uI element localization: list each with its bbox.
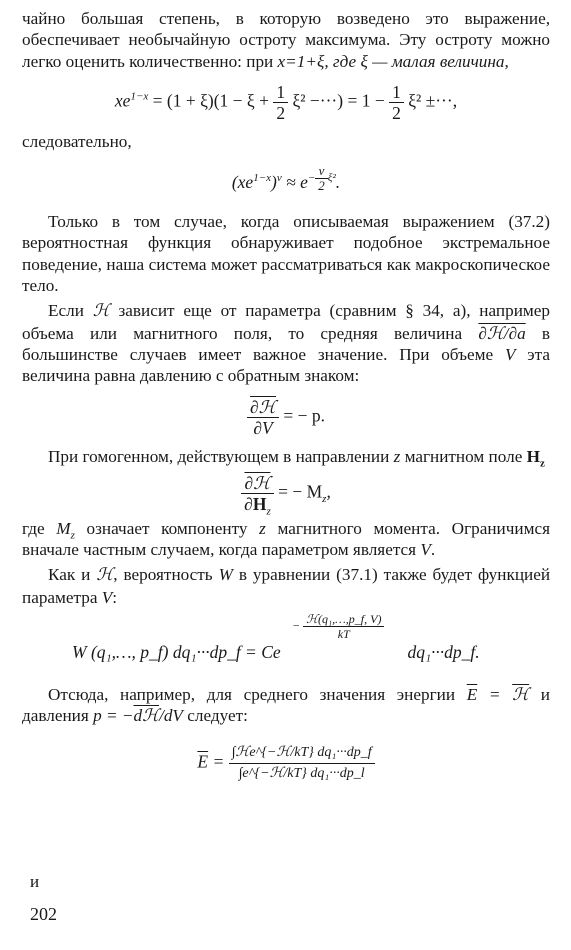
p5-b: магнитном поле xyxy=(404,446,523,466)
E-mean: $\overline{E}$ xyxy=(197,751,209,772)
eq1-left: xe xyxy=(114,90,131,111)
equation-3 xyxy=(22,397,550,438)
p5-a: При гомогенном, действующем в направлении xyxy=(48,446,390,466)
p4-a: Если xyxy=(48,301,84,321)
eq1-right: ξ² ±···, xyxy=(408,90,458,111)
p4-c: в большинстве случаев имеет важное значение. При объеме xyxy=(22,323,551,364)
paragraph-5 xyxy=(22,446,550,467)
pressure-eq: p = −dℋ/dV xyxy=(93,706,183,726)
eq5-exponent: − $\frac{\text{ℋ(q₁,…,p\_f, V)}}{kT}$ xyxy=(292,612,384,641)
volume-symbol: V xyxy=(504,344,516,364)
p6-c: магнитного момента. Ограничимся вначале частным случаем, когда параметром является xyxy=(22,518,551,560)
p6-a: где xyxy=(22,518,45,538)
eq1-exponent: 1−x xyxy=(130,90,149,103)
paragraph-1 xyxy=(22,8,550,72)
equation-2: $(xe^{1-x})^\nu \approx e^{- \frac{\nu}{2} \xi^2}$. xyxy=(231,163,341,194)
Mz-symbol: $M_z$ xyxy=(56,518,75,542)
eq5-lhs: W (q₁,…, p_f) dq₁···dp_f = Ce xyxy=(72,642,281,663)
paragraph-7: Как и ℋ, вероятность W в уравнении (37.1) также будет функцией параметра V: xyxy=(22,565,551,607)
paragraph-4 xyxy=(22,300,550,386)
equation-5 xyxy=(22,612,550,670)
page-number: 202 xyxy=(30,904,57,924)
p7-a: Как и xyxy=(48,565,91,585)
page-body xyxy=(22,8,550,784)
p6-b: означает компоненту xyxy=(86,518,248,538)
p4-d: эта величина равна давлению с обратным знаком: xyxy=(22,344,551,386)
eq1-middle: = (1 + ξ)(1 − ξ + xyxy=(152,90,269,111)
p8-b: и давления xyxy=(22,685,550,726)
p4-b: зависит еще от параметра (сравним § 34, а), например объема или магнитного поля, то средняя величина xyxy=(22,301,550,343)
paragraph-6: где $M_z$ означает компоненту z магнитного момента. Ограничимся вначале частным случаем, когда параметром является V. xyxy=(22,518,551,560)
hamiltonian-symbol-2: ℋ xyxy=(96,565,114,586)
p7-c: в уравнении (37.1) также будет функцией параметра xyxy=(22,565,551,607)
eq3-frac: $\frac{\text{∂ℋ}}{\partial V}$ xyxy=(247,397,279,438)
eq4-rhs: = − M xyxy=(278,481,323,502)
paragraph-1-tail: x=1+ξ, где ξ — малая величина, xyxy=(277,51,509,71)
eq4-frac: $\frac{\text{∂ℋ}}{\partial H_z}$ xyxy=(241,473,274,514)
p7-b: , вероятность xyxy=(113,565,213,585)
and-word: и xyxy=(30,872,40,891)
eq1-middle2: ξ² −···) = 1 − xyxy=(292,90,385,111)
volume-symbol-2: V xyxy=(420,540,431,560)
eq6-frac: $\frac{\text{∫ℋe\textasciicircum{}\{−ℋ/kT\} dq₁···dp\_f}}{\text{∫e\textasciicircum{}\{−ℋ/kT\} dq₁···dp\_l}}$ xyxy=(229,743,375,784)
paragraph-2: следовательно, xyxy=(22,131,132,151)
mean-dH-da: ∂ℋ/∂a xyxy=(478,323,526,343)
W-symbol: W xyxy=(218,565,233,585)
p8-a: Отсюда, например, для среднего значения энергии xyxy=(48,685,456,705)
z-symbol-2: z xyxy=(259,518,266,538)
hamiltonian-symbol: ℋ xyxy=(92,301,110,322)
paragraph-3: Только в том случае, когда описываемая выражением (37.2) вероятностная функция обнаруживает подобное экстремальное поведение, наша система может рассматриваться как макроскопическое тело. xyxy=(22,212,550,296)
H-z-symbol: $H_z$ xyxy=(526,446,545,469)
eq1-half-frac-2: $\frac{1}{2}$ xyxy=(389,82,404,123)
equation-4: $\frac{\text{∂ℋ}}{\partial H_z}$ = − $M_z$, xyxy=(22,473,550,514)
z-symbol: z xyxy=(393,446,401,466)
eq5-rhs: dq₁···dp_f. xyxy=(407,642,480,663)
paragraph-1-text: чайно большая степень, в которую возведено это выражение, обеспечивает необычайную остроту максимума. Эту остроту можно легко оценить количественно: при xyxy=(22,9,550,71)
equation-1 xyxy=(22,82,550,123)
eq1-half-frac: $\frac{1}{2}$ xyxy=(273,82,288,123)
paragraph-8 xyxy=(22,684,550,727)
equation-6: $\overline{E}$ = $\frac{\text{∫ℋe\textasciicircum{}\{−ℋ/kT\} dq₁···dp\_f}}{\text{∫e\textasciicircum{}\{−ℋ/kT\} dq₁···dp\_l}}$ xyxy=(22,743,550,784)
eq3-rhs: = − p. xyxy=(283,405,325,426)
volume-symbol-3: V xyxy=(101,587,113,607)
E-mean-eq: $\overline{E}$ = ℋ xyxy=(466,685,530,705)
p8-c: следует: xyxy=(187,706,248,726)
